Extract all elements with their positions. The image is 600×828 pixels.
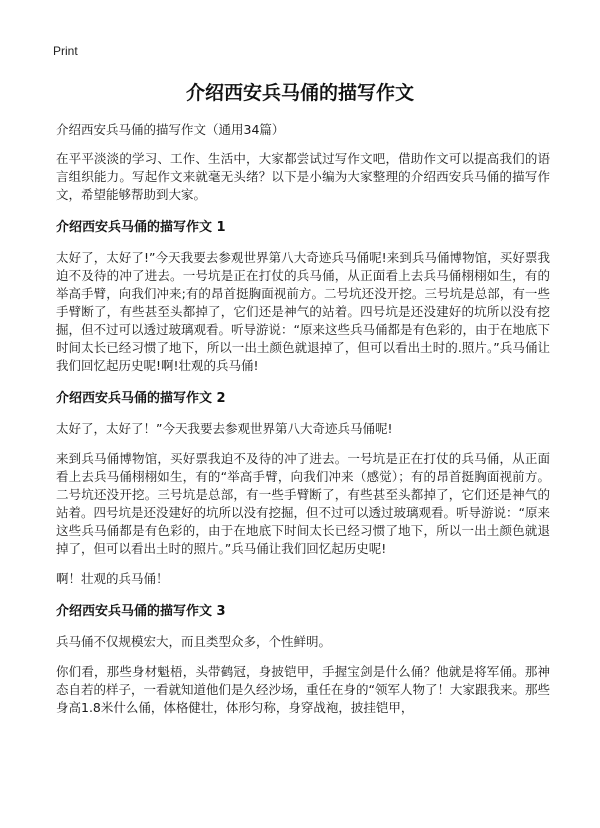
page-title: 介绍西安兵马俑的描写作文 — [185, 82, 414, 104]
section-1-paragraph-1: 太好了，太好了!”今天我要去参观世界第八大奇迹兵马俑呢!来到兵马俑博物馆，买好票我迫不及待的冲了进去。一号坑是正在打仗的兵马俑，从正面看上去兵马俑栩栩如生，有的举高手臂，向我们冲来;有的昂首挺胸面视前方。二号坑还没开挖。三号坑是总部，有一些手臂断了，有些甚至头都掉了，它们还是神气的站着。四号坑是还没建好的坑所以没有挖掘，但不过可以透过玻璃观看。听导游说：“原来这些兵马俑都是有色彩的，由于在地底下时间太长已经习惯了地下，所以一出土颜色就退掉了，但可以看出土时的.照片。”兵马俑让我们回忆起历史呢!啊!壮观的兵马俑! — [56, 250, 550, 373]
section-3-paragraph-1: 兵马俑不仅规模宏大，而且类型众多，个性鲜明。 — [56, 634, 332, 649]
section-heading-1: 介绍西安兵马俑的描写作文 1 — [56, 220, 226, 235]
section-heading-2: 介绍西安兵马俑的描写作文 2 — [56, 391, 226, 406]
print-link[interactable]: Print — [53, 44, 78, 58]
section-2-paragraph-3: 啊！壮观的兵马俑！ — [56, 571, 169, 586]
section-2-paragraph-2: 来到兵马俑博物馆，买好票我迫不及待的冲了进去。一号坑是正在打仗的兵马俑，从正面看上去兵马俑栩栩如生，有的“举高手臂，向我们冲来（感觉）；有的昂首挺胸面视前方。二号坑还没开挖。三号坑是总部，有一些手臂断了，有些甚至头都掉了，它们还是神气的站着。四号坑是还没建好的坑所以没有挖掘，但不过可以透过玻璃观看。听导游说：“原来这些兵马俑都是有色彩的，由于在地底下时间太长已经习惯了地下，所以一出土颜色就退掉了，但可以看出土时的照片。”兵马俑让我们回忆起历史呢! — [56, 451, 550, 556]
section-heading-3: 介绍西安兵马俑的描写作文 3 — [56, 604, 226, 619]
intro-paragraph: 在平平淡淡的学习、工作、生活中，大家都尝试过写作文吧，借助作文可以提高我们的语言组织能力。写起作文来就毫无头绪？以下是小编为大家整理的介绍西安兵马俑的描写作文，希望能够帮助到大家。 — [56, 151, 550, 202]
article-body — [56, 121, 550, 729]
section-3-paragraph-2: 你们看，那些身材魁梧，头带鹤冠，身披铠甲，手握宝剑是什么俑？他就是将军俑。那神态自若的样子，一看就知道他们是久经沙场，重任在身的“领军人物了！大家跟我来。那些身高1.8米什么俑，体格健壮，体形匀称，身穿战袍，披挂铠甲， — [56, 664, 550, 715]
section-2-paragraph-1: 太好了，太好了！”今天我要去参观世界第八大奇迹兵马俑呢! — [56, 421, 393, 436]
article-subtitle: 介绍西安兵马俑的描写作文（通用34篇） — [56, 122, 285, 137]
